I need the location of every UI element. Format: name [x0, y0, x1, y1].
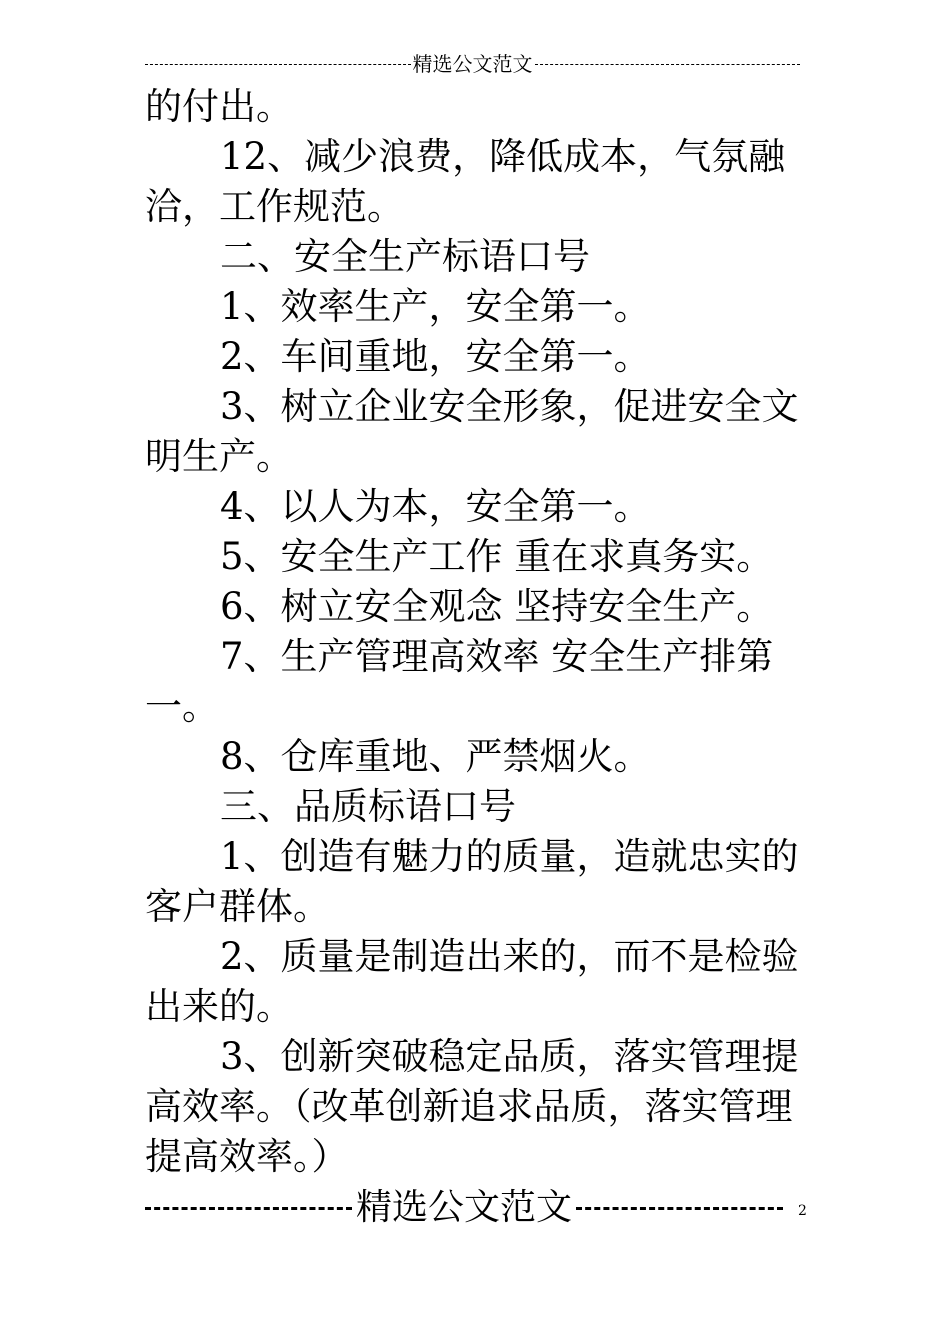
document-body — [145, 82, 820, 1182]
page-number: 2 — [798, 1203, 807, 1219]
text-line: 明生产。 — [145, 435, 293, 478]
text-line: 4、以人为本，安全第一。 — [220, 485, 651, 528]
text-line: 的付出。 — [145, 85, 293, 128]
text-line: 1、创造有魅力的质量，造就忠实的 — [220, 835, 799, 878]
footer-dashed-rule-left — [145, 1207, 352, 1210]
text-line: 3、树立企业安全形象，促进安全文 — [220, 385, 799, 428]
page-footer — [145, 1186, 783, 1230]
text-line: 3、创新突破稳定品质，落实管理提 — [220, 1035, 799, 1078]
section-heading: 三、品质标语口号 — [220, 785, 516, 828]
text-line: 出来的。 — [145, 985, 293, 1028]
section-heading: 二、安全生产标语口号 — [220, 235, 590, 278]
text-line: 客户群体。 — [145, 885, 330, 928]
page-header — [145, 52, 800, 76]
footer-dashed-rule-right — [576, 1207, 783, 1210]
text-line: 1、效率生产，安全第一。 — [220, 285, 651, 328]
footer-title: 精选公文范文 — [356, 1187, 573, 1228]
text-line: 洽，工作规范。 — [145, 185, 404, 228]
text-line: 2、车间重地，安全第一。 — [220, 335, 651, 378]
text-line: 2、质量是制造出来的，而不是检验 — [220, 935, 799, 978]
header-dashed-rule-right — [535, 64, 801, 65]
text-line: 12、减少浪费，降低成本，气氛融 — [220, 135, 786, 178]
text-line: 5、安全生产工作 重在求真务实。 — [220, 535, 774, 578]
text-line: 高效率。（改革创新追求品质，落实管理 — [145, 1085, 793, 1128]
text-line: 7、生产管理高效率 安全生产排第 — [220, 635, 774, 678]
text-line: 6、树立安全观念 坚持安全生产。 — [220, 585, 774, 628]
header-title: 精选公文范文 — [412, 52, 533, 76]
text-line: 一。 — [145, 685, 219, 728]
text-line: 8、仓库重地、严禁烟火。 — [220, 735, 651, 778]
text-line: 提高效率。） — [145, 1135, 349, 1178]
header-dashed-rule-left — [145, 64, 411, 65]
